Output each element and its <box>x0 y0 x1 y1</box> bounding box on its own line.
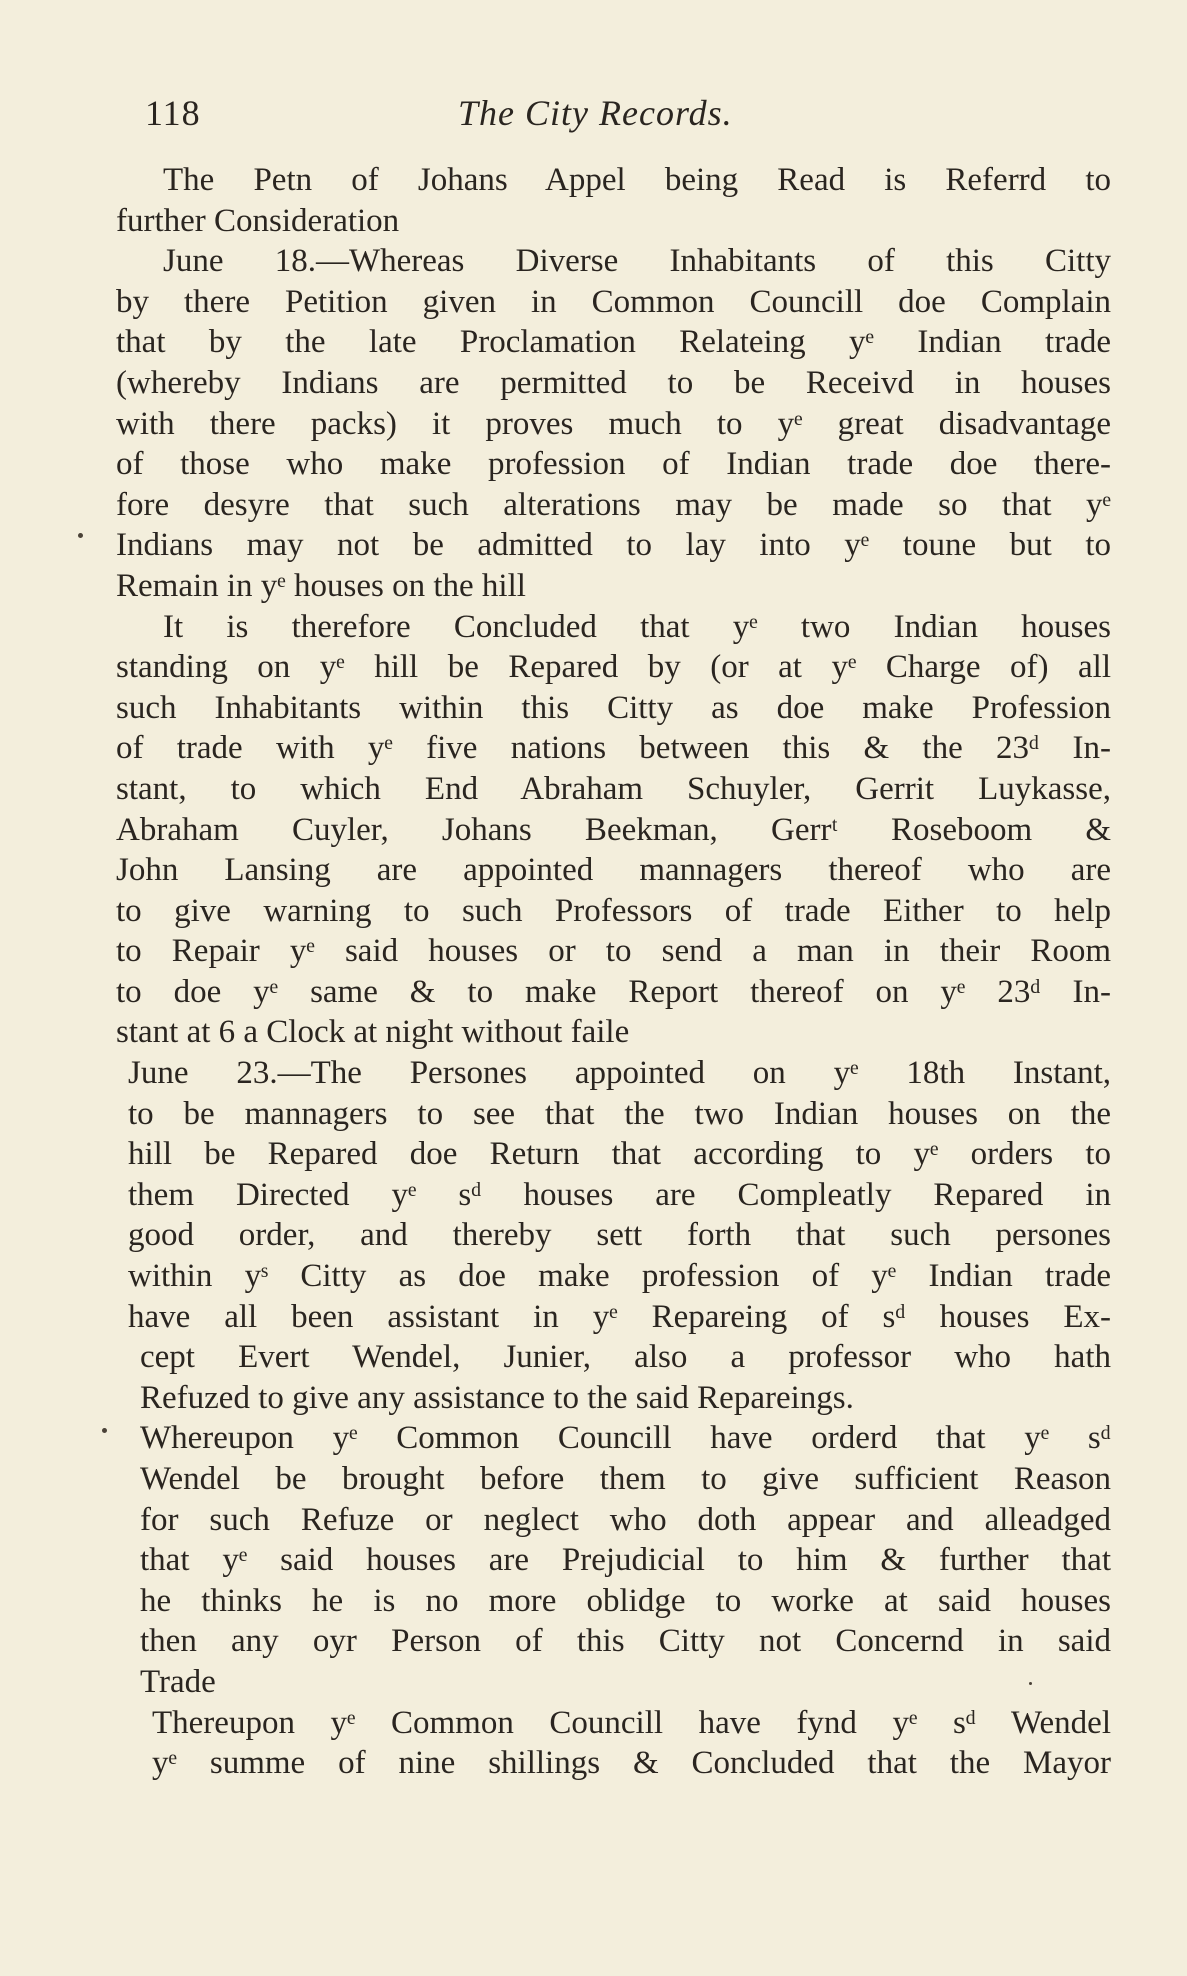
text-line: with there packs) it proves much to yᵉ great disadvantage <box>116 405 1111 442</box>
body-text <box>116 160 1111 1784</box>
text-line: Abraham Cuyler, Johans Beekman, Gerrᵗ Roseboom & <box>116 811 1111 848</box>
text-line: further Consideration <box>116 202 400 239</box>
text-line: he thinks he is no more oblidge to worke at said houses <box>140 1582 1111 1619</box>
text-line: of those who make profession of Indian trade doe there- <box>116 446 1111 483</box>
text-line: June 23.—The Persones appointed on yᵉ 18th Instant, <box>128 1055 1111 1092</box>
text-line: John Lansing are appointed mannagers thereof who are <box>116 852 1111 889</box>
text-line: that yᵉ said houses are Prejudicial to him & further that <box>140 1542 1111 1579</box>
text-line: to give warning to such Professors of trade Either to help <box>116 892 1111 929</box>
text-line: stant at 6 a Clock at night without faile <box>116 1014 630 1051</box>
margin-dot <box>102 1428 107 1433</box>
text-line: fore desyre that such alterations may be made so that yᵉ <box>116 486 1111 523</box>
text-line: The Petn of Johans Appel being Read is Referrd to <box>163 162 1111 198</box>
text-line: for such Refuze or neglect who doth appear and alleadged <box>140 1501 1111 1538</box>
text-line: stant, to which End Abraham Schuyler, Gerrit Luykasse, <box>116 770 1111 807</box>
text-line: (whereby Indians are permitted to be Receivd in houses <box>116 364 1111 401</box>
text-line: within yˢ Citty as doe make profession of yᵉ Indian trade <box>128 1258 1111 1295</box>
text-line: to Repair yᵉ said houses or to send a man in their Room <box>116 933 1111 970</box>
text-line: to doe yᵉ same & to make Report thereof on yᵉ 23ᵈ In- <box>116 973 1111 1010</box>
page-number: 118 <box>145 93 201 133</box>
margin-dot <box>78 533 83 538</box>
text-line: Trade <box>140 1663 216 1700</box>
running-head <box>145 92 1065 140</box>
margin-dot <box>1029 1682 1032 1685</box>
text-line: them Directed yᵉ sᵈ houses are Compleatly Repared in <box>128 1176 1111 1213</box>
text-line: Whereupon yᵉ Common Councill have orderd that yᵉ sᵈ <box>140 1420 1111 1457</box>
text-line: standing on yᵉ hill be Repared by (or at yᵉ Charge of) all <box>116 649 1111 686</box>
text-line: June 18.—Whereas Diverse Inhabitants of this Citty <box>163 243 1111 280</box>
text-line: then any oyr Person of this Citty not Concernd in said <box>140 1623 1111 1660</box>
text-line: Remain in yᵉ houses on the hill <box>116 567 526 604</box>
text-line: that by the late Proclamation Relateing yᵉ Indian trade <box>116 324 1111 361</box>
running-title: The City Records. <box>458 93 733 133</box>
text-line: Wendel be brought before them to give sufficient Reason <box>140 1461 1111 1497</box>
text-line: hill be Repared doe Return that according to yᵉ orders to <box>128 1136 1111 1173</box>
text-line: Thereupon yᵉ Common Councill have fynd yᵉ sᵈ Wendel <box>152 1704 1111 1741</box>
text-line: cept Evert Wendel, Junier, also a professor who hath <box>140 1339 1111 1376</box>
text-line: have all been assistant in yᵉ Repareing of sᵈ houses Ex- <box>128 1298 1111 1335</box>
text-line: Indians may not be admitted to lay into yᵉ toune but to <box>116 527 1111 564</box>
text-line: of trade with yᵉ five nations between this & the 23ᵈ In- <box>116 730 1111 767</box>
text-line: to be mannagers to see that the two Indian houses on the <box>128 1095 1111 1132</box>
text-line: It is therefore Concluded that yᵉ two Indian houses <box>163 608 1111 645</box>
text-line: such Inhabitants within this Citty as doe make Profession <box>116 689 1111 726</box>
text-line: good order, and thereby sett forth that such persones <box>128 1217 1111 1254</box>
text-line: yᵉ summe of nine shillings & Concluded that the Mayor <box>152 1745 1111 1782</box>
text-line: Refuzed to give any assistance to the said Repareings. <box>140 1379 854 1416</box>
text-line: by there Petition given in Common Councill doe Complain <box>116 283 1111 320</box>
